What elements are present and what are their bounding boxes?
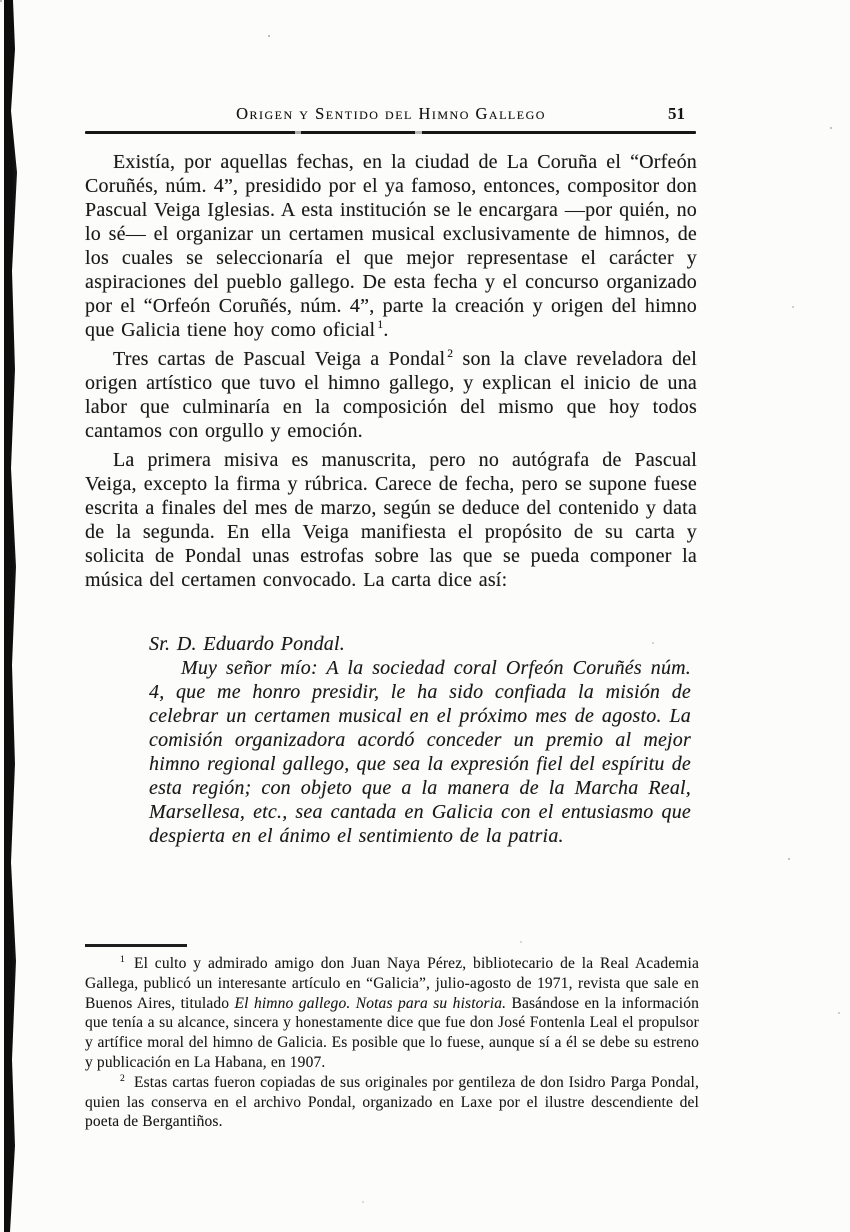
running-title: Origen y Sentido del Himno Gallego (236, 104, 546, 123)
footnotes (85, 954, 699, 1132)
footnote-1-text: El culto y admirado amigo don Juan Naya Pérez, bibliotecario de la Real Academia Gallega, publicó un interesante artículo en “Galicia”, julio-agosto de 1971, revista que sale en Buenos Aires, titulado (85, 955, 699, 1012)
scan-speckles (0, 0, 2, 2)
footnote-ref-1: 1 (377, 318, 384, 332)
paragraph-3-text: La primera misiva es manuscrita, pero no autógrafa de Pascual Veiga, excepto la firma y rúbrica. Carece de fecha, pero se supone fuese escrita a finales del mes de marzo, según se deduce del contenido y data de la segunda. En ella Veiga manifiesta el propósito de su carta y solicita de Pondal unas estrofas sobre las que se pueda componer la música del certamen convocado. La carta dice así: (85, 449, 697, 591)
footnote-2-marker: 2 (120, 1072, 125, 1084)
footnote-1-marker: 1 (120, 953, 125, 965)
letter-quotation (149, 632, 691, 848)
letter-salutation: Sr. D. Eduardo Pondal. (149, 633, 345, 655)
binding-shadow (2, 0, 20, 1232)
footnote-1-text-cont: Basándose en la información que tenía a su alcance, sincera y honestamente dice que fue don José Fontenla Leal el propulsor y artífice moral del himno de Galicia. Es posible que lo fuese, aunque sí a él se debe su estreno y publicación en La Habana, en 1907. (85, 994, 699, 1071)
footnote-separator (85, 944, 187, 947)
paragraph-3 (85, 448, 697, 592)
paragraph-2 (85, 347, 697, 443)
header-rule (85, 131, 696, 134)
footnote-1 (85, 954, 699, 1073)
footnote-2-text: Estas cartas fueron copiadas de sus originales por gentileza de don Isidro Parga Pondal, quien las conserva en el archivo Pondal, organizado en Laxe por el ilustre descendiente del poeta de Bergantiños. (85, 1073, 699, 1131)
paragraph-1 (85, 150, 697, 342)
page-header (85, 104, 697, 128)
paragraph-2-tail: son la clave reveladora del origen artístico que tuvo el himno gallego, y explican el inicio de una labor que culminaría en la composición del mismo que hoy todos cantamos con orgullo y emoción. (85, 348, 697, 442)
footnote-1-italic-title: El himno gallego. Notas para su historia. (234, 994, 507, 1012)
paragraph-1-text: Existía, por aquellas fechas, en la ciudad de La Coruña el “Orfeón Coruñés, núm. 4”, presidido por el ya famoso, entonces, compositor don Pascual Veiga Iglesias. A esta institución se le encargara —por quién, no lo sé— el organizar un certamen musical exclusivamente de himnos, de los cuales se seleccionaría el que mejor representase el carácter y aspiraciones del pueblo gallego. De esta fecha y el concurso organizado por el “Orfeón Coruñés, núm. 4”, parte la creación y origen del himno que Galicia tiene hoy como oficial (85, 151, 697, 341)
body-text (85, 150, 697, 848)
page-number: 51 (668, 104, 685, 123)
paragraph-1-tail: . (383, 319, 389, 341)
letter-body: Muy señor mío: A la sociedad coral Orfeón Coruñés núm. 4, que me honro presidir, le ha sido confiada la misión de celebrar un certamen musical en el próximo mes de agosto. La comisión organizadora acordó conceder un premio al mejor himno regional gallego, que sea la expresión fiel del espíritu de esta región; con objeto que a la manera de la Marcha Real, Marsellesa, etc., sea cantada en Galicia con el entusiasmo que despierta en el ánimo el sentimiento de la patria. (149, 657, 691, 847)
footnote-2 (85, 1073, 699, 1132)
paragraph-2-text: Tres cartas de Pascual Veiga a Pondal (113, 348, 446, 370)
footnote-ref-2: 2 (447, 347, 454, 361)
